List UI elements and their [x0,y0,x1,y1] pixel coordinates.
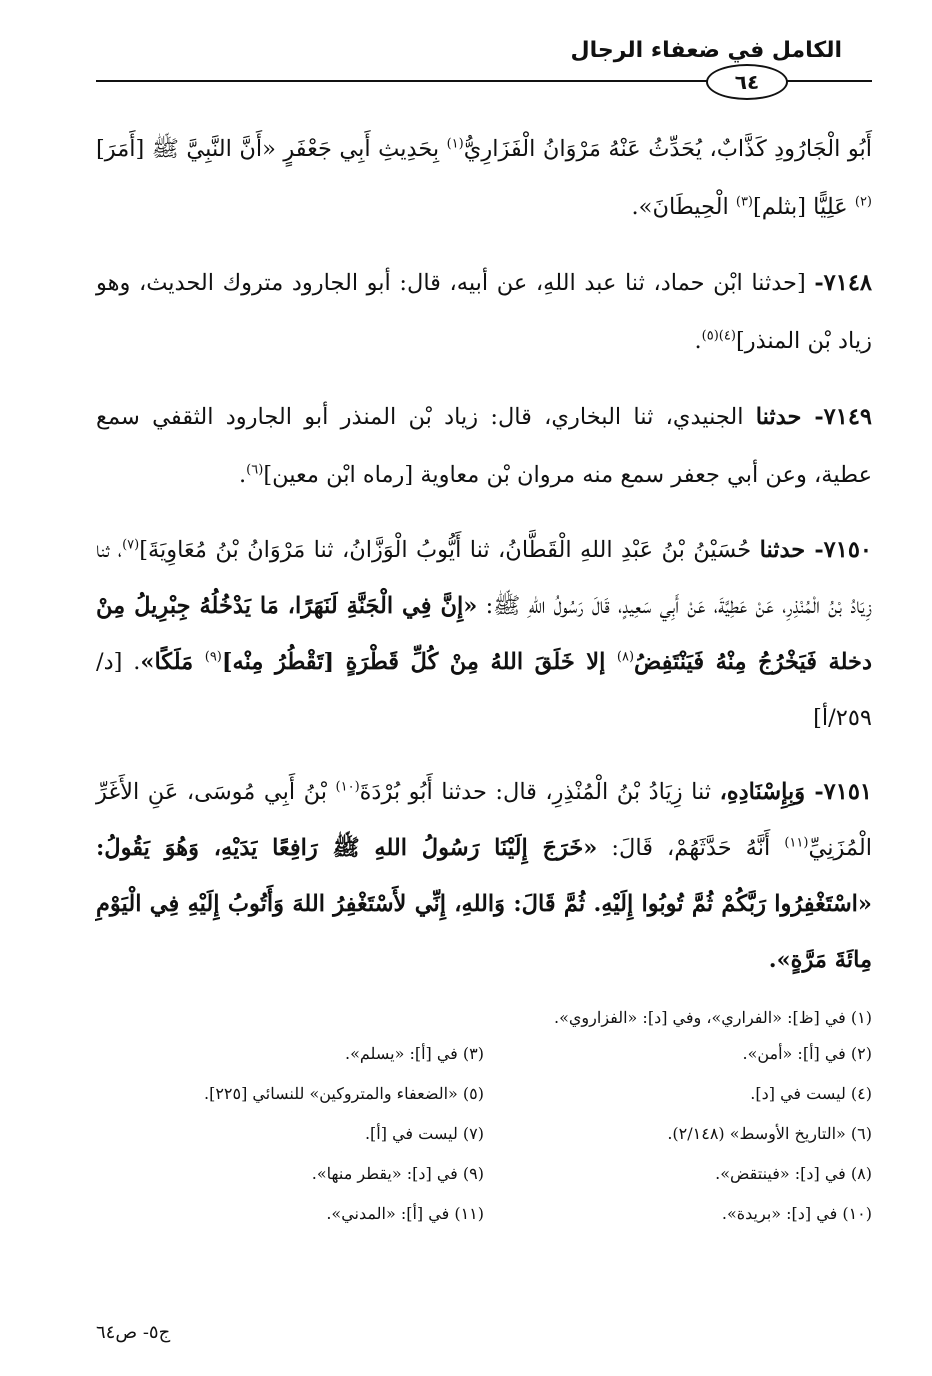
running-title: الكامل في ضعفاء الرجال [570,38,842,63]
manuscript-ref: . [د/ ٢٥٩/أ] [96,649,872,731]
footnote-ref: (٧) [122,537,140,553]
footnote-4: (٤) ليست في [د]. [750,1084,872,1103]
footnote-row [96,1114,872,1154]
footnote-ref: (٨) [616,649,635,665]
keyword: وَبِإِسْنَادِهِ، [719,779,815,805]
paragraph-7151: ٧١٥١- وَبِإِسْنَادِهِ، ثنا زِيَادُ بْنُ الْمُنْذِرِ، قال: حدثنا أَبُو بُرْدَةَ$^{(١٠)}$ بْنُ أَبِي مُوسَى، عَنِ الأَغَرِّ الْمُزَنِيِّ$^{(١١)}$ أَنَّهُ حَدَّثَهُمْ، قَالَ: «خَرَجَ إِلَيْنَا رَسُولُ اللهِ ﷺ رَافِعًا يَدَيْهِ، وَهُوَ يَقُولُ: «اسْتَغْفِرُوا رَبَّكُمْ ثُمَّ تُوبُوا إِلَيْهِ. ثُمَّ قَالَ: وَاللهِ، إِنِّي لأَسْتَغْفِرُ اللهَ وَأَتُوبُ إِلَيْهِ فِي الْيَوْمِ مِائَةَ مَرَّةٍ». [96,779,872,973]
hadith-text: «إِنَّ فِي الْجَنَّةِ لَنَهَرًا، مَا يَدْخُلُهُ جِبْرِيلُ مِنْ دخلة فَيَخْرُجُ مِنْهُ فَيَنْتَفِضُ [96,593,872,675]
keyword: حدثنا [755,404,815,430]
volume-page-ref: ج٥- ص٦٤ [96,1322,171,1343]
footnote-8: (٨) في [د]: «فينتقض». [715,1164,872,1183]
page-number-badge: ٦٤ [706,64,788,100]
hadith-text: مَلَكًا» [140,649,205,675]
keyword: حدثنا [759,537,815,563]
main-text [96,120,872,1006]
footnote-ref: (٤) [718,328,736,344]
entry-number: ٧١٥١- [814,779,872,805]
footnote-11: (١١) في [أ]: «المدني». [326,1204,484,1223]
footnote-row [96,1154,872,1194]
footnote-1: (١) في [ظ]: «الفراري»، وفي [د]: «الفزاروي». [554,1008,872,1027]
footnote-7: (٧) ليست في [أ]. [364,1124,484,1143]
entry-number: ٧١٥٠- [814,537,872,563]
entry-number: ٧١٤٨- [814,270,872,296]
entry-number: ٧١٤٩- [814,404,872,430]
hadith-text: «خَرَجَ إِلَيْنَا رَسُولُ اللهِ ﷺ رَافِعًا يَدَيْهِ، وَهُوَ يَقُولُ: «اسْتَغْفِرُوا رَبَّكُمْ ثُمَّ تُوبُوا إِلَيْهِ. ثُمَّ قَالَ: وَاللهِ، إِنِّي لأَسْتَغْفِرُ اللهَ وَأَتُوبُ إِلَيْهِ فِي الْيَوْمِ مِائَةَ مَرَّةٍ». [96,835,872,973]
footnote-3: (٣) في [أ]: «يسلم». [345,1044,484,1063]
footnote-row [96,1034,872,1074]
footnote-ref: (١٠) [335,779,360,795]
footnote-ref: (٢) [854,194,872,210]
footnote-ref: (٩) [204,649,222,665]
footnote-9: (٩) في [د]: «يقطر منها». [311,1164,484,1183]
footnotes [96,1002,872,1234]
footnote-ref: (٥) [701,328,719,344]
footnote-6: (٦) «التاريخ الأوسط» (٢/١٤٨). [667,1124,872,1143]
footnote-ref: (٦) [246,462,264,478]
hadith-text: إلا خَلَقَ اللهُ مِنْ كُلِّ قَطْرَةٍ [تَقْطُرُ مِنْه] [221,649,617,675]
paragraph-7149: ٧١٤٩- حدثنا الجنيدي، ثنا البخاري، قال: زياد بْن المنذر أبو الجارود الثقفي سمع عطية، وعن أبي جعفر سمع منه مروان بْن معاوية [رماه ابْن معين]$^{(٦)}$. [96,404,872,488]
paragraph-7148: ٧١٤٨- [حدثنا ابْن حماد، ثنا عبد اللهِ، عن أبيه، قال: أبو الجارود متروك الحديث، وهو زياد بْن المنذر]$^{(٤)(٥)}$. [96,270,872,354]
footnote-10: (١٠) في [د]: «بريدة». [721,1204,872,1223]
footnote-ref: (٣) [735,194,753,210]
footnote-2: (٢) في [أ]: «أمن». [742,1044,872,1063]
paragraph-intro: أَبُو الْجَارُودِ كَذَّابٌ، يُحَدِّثُ عَنْهُ مَرْوَانُ الْفَزَارِيُّ$^{(١)}$ بِحَدِيثِ أَبِي جَعْفَرٍ «أَنَّ النَّبِيَّ ﷺ [أَمَرَ]$^{(٢)}$ عَلِيًّا [بثلم]$^{(٣)}$ الْحِيطَانَ». [96,136,873,220]
footnote-row [96,1074,872,1114]
footnote-row [96,1194,872,1234]
footnote-5: (٥) «الضعفاء والمتروكين» للنسائي [٢٢٥]. [203,1084,484,1103]
footnote-ref: (١١) [784,835,809,851]
footnote-ref: (١) [446,136,464,152]
paragraph-7150: ٧١٥٠- حدثنا حُسَيْنُ بْنُ عَبْدِ اللهِ الْقَطَّانُ، ثنا أَيُّوبُ الْوَزَّانُ، ثنا مَرْوَانُ بْنُ مُعَاوِيَةَ]$^{(٧)}$، ثنا زِيَادُ بْنُ الْمُنْذِرِ، عَنْ عَطِيَّةَ، عَنْ أَبِي سَعِيدٍ، قَالَ رَسُولُ اللهِ ﷺ: «إِنَّ فِي الْجَنَّةِ لَنَهَرًا، مَا يَدْخُلُهُ جِبْرِيلُ مِنْ دخلة فَيَخْرُجُ مِنْهُ فَيَنْتَفِضُ$^{(٨)}$ إلا خَلَقَ اللهُ مِنْ كُلِّ قَطْرَةٍ [تَقْطُرُ مِنْه]$^{(٩)}$ مَلَكًا». [د/ ٢٥٩/أ] [96,537,872,731]
